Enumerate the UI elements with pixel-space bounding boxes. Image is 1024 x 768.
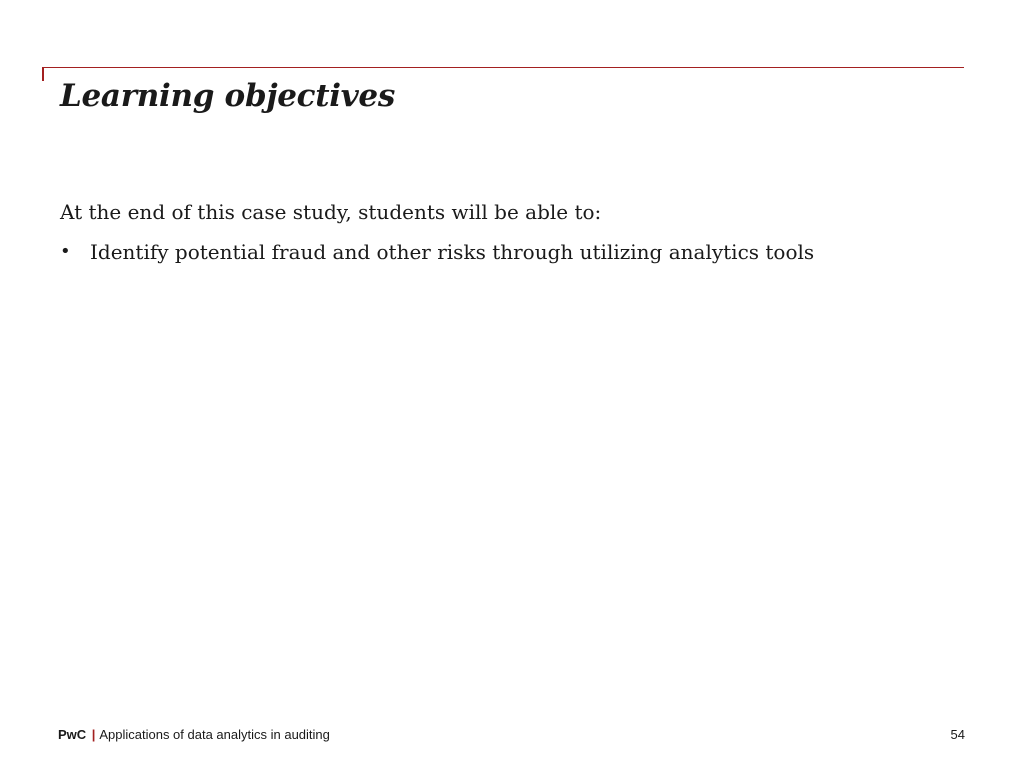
page-number: 54 bbox=[950, 727, 965, 742]
list-item bbox=[60, 236, 960, 268]
slide-title: Learning objectives bbox=[60, 78, 396, 114]
footer-separator: | bbox=[91, 727, 96, 742]
footer bbox=[58, 727, 330, 742]
intro-text: At the end of this case study, students will be able to: bbox=[60, 200, 602, 224]
slide-body bbox=[60, 196, 960, 268]
title-accent-line bbox=[42, 67, 964, 68]
footer-text: Applications of data analytics in auditing bbox=[99, 727, 330, 742]
objectives-list bbox=[60, 236, 960, 268]
footer-brand: PwC bbox=[58, 727, 87, 742]
bullet-icon: • bbox=[60, 241, 71, 262]
objective-text: Identify potential fraud and other risks through utilizing analytics tools bbox=[90, 240, 815, 264]
title-accent-tick bbox=[42, 67, 44, 81]
